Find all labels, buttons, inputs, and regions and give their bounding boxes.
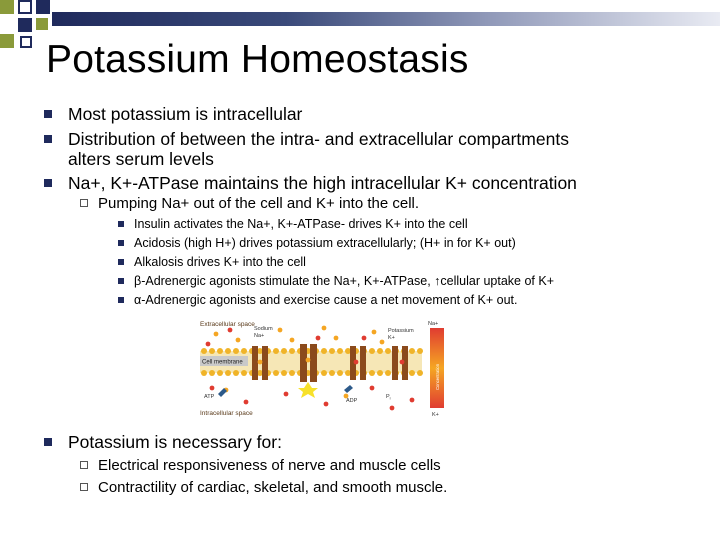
bullet-marker [44,438,52,446]
bullet-item [44,104,302,124]
sodium-symbol: Na+ [254,333,265,339]
bullet-text: Most potassium is intracellular [68,104,303,124]
bullet-text: Na+, K+-ATPase maintains the high intracellular K+ concentration [68,173,577,193]
energy-burst-icon [298,382,318,398]
bullet-text-continued: alters serum levels [68,149,214,169]
sub-bullet-marker [80,461,88,469]
bullet-item [44,432,282,452]
extracellular-label: Extracellular space [200,321,255,328]
bullet-item [44,129,569,169]
corner-square-olive-3 [0,34,14,48]
sub-sub-bullet-marker [118,221,124,227]
corner-square-outline-2 [20,36,32,48]
gauge-bottom-label: K+ [432,412,439,418]
corner-square-navy-2 [18,18,32,32]
atp-label: ATP [204,394,215,400]
sub-sub-bullet-item [118,292,517,308]
cell-membrane-label: Cell membrane [202,359,243,366]
sub-sub-bullet-text: β-Adrenergic agonists stimulate the Na+, K+-ATPase, ↑cellular uptake of K+ [134,274,555,288]
sub-bullet-item [80,195,419,213]
header-gradient-bar [52,12,720,26]
bullet-marker [44,135,52,143]
sub-sub-bullet-item [118,235,516,251]
corner-square-olive [0,0,14,14]
potassium-symbol: K+ [388,335,395,341]
sub-sub-bullet-text: Acidosis (high H+) drives potassium extracellularly; (H+ in for K+ out) [134,236,516,250]
sub-sub-bullet-item [118,273,554,289]
sub-bullet-text: Contractility of cardiac, skeletal, and smooth muscle. [98,479,448,496]
sub-sub-bullet-item [118,216,468,232]
corner-square-navy [36,0,50,14]
sub-bullet-item [80,457,441,475]
phosphate-label: $P_i$ [386,394,391,401]
intracellular-label: Intracellular space [200,410,253,417]
adp-molecule [344,385,353,393]
sub-sub-bullet-text: Alkalosis drives K+ into the cell [134,255,306,269]
sub-sub-bullet-marker [118,278,124,284]
gauge-top-label: Na+ [428,321,439,327]
sub-bullet-text: Electrical responsiveness of nerve and muscle cells [98,457,441,474]
sub-sub-bullet-text: Insulin activates the Na+, K+-ATPase- drives K+ into the cell [134,217,468,231]
sub-bullet-marker [80,199,88,207]
corner-square-outline [18,0,32,14]
bullet-text: Distribution of between the intra- and extracellular compartments [68,129,569,149]
sodium-label: Sodium [254,326,273,332]
bullet-item [44,173,577,193]
page-title: Potassium Homeostasis [46,38,469,81]
sub-sub-bullet-item [118,254,306,270]
sub-sub-bullet-marker [118,259,124,265]
sub-bullet-marker [80,483,88,491]
sub-bullet-item [80,479,447,497]
sub-sub-bullet-text: α-Adrenergic agonists and exercise cause a net movement of K+ out. [134,293,518,307]
sub-bullet-text: Pumping Na+ out of the cell and K+ into the cell. [98,195,420,212]
sub-sub-bullet-marker [118,240,124,246]
bullet-text: Potassium is necessary for: [68,432,282,452]
sodium-potassium-pump-diagram [196,318,450,420]
gauge-label: Concentration [435,363,440,390]
adp-label: ADP [346,398,358,404]
corner-square-olive-2 [36,18,48,30]
sub-sub-bullet-marker [118,297,124,303]
bullet-marker [44,179,52,187]
potassium-label: Potassium [388,328,414,334]
bullet-marker [44,110,52,118]
